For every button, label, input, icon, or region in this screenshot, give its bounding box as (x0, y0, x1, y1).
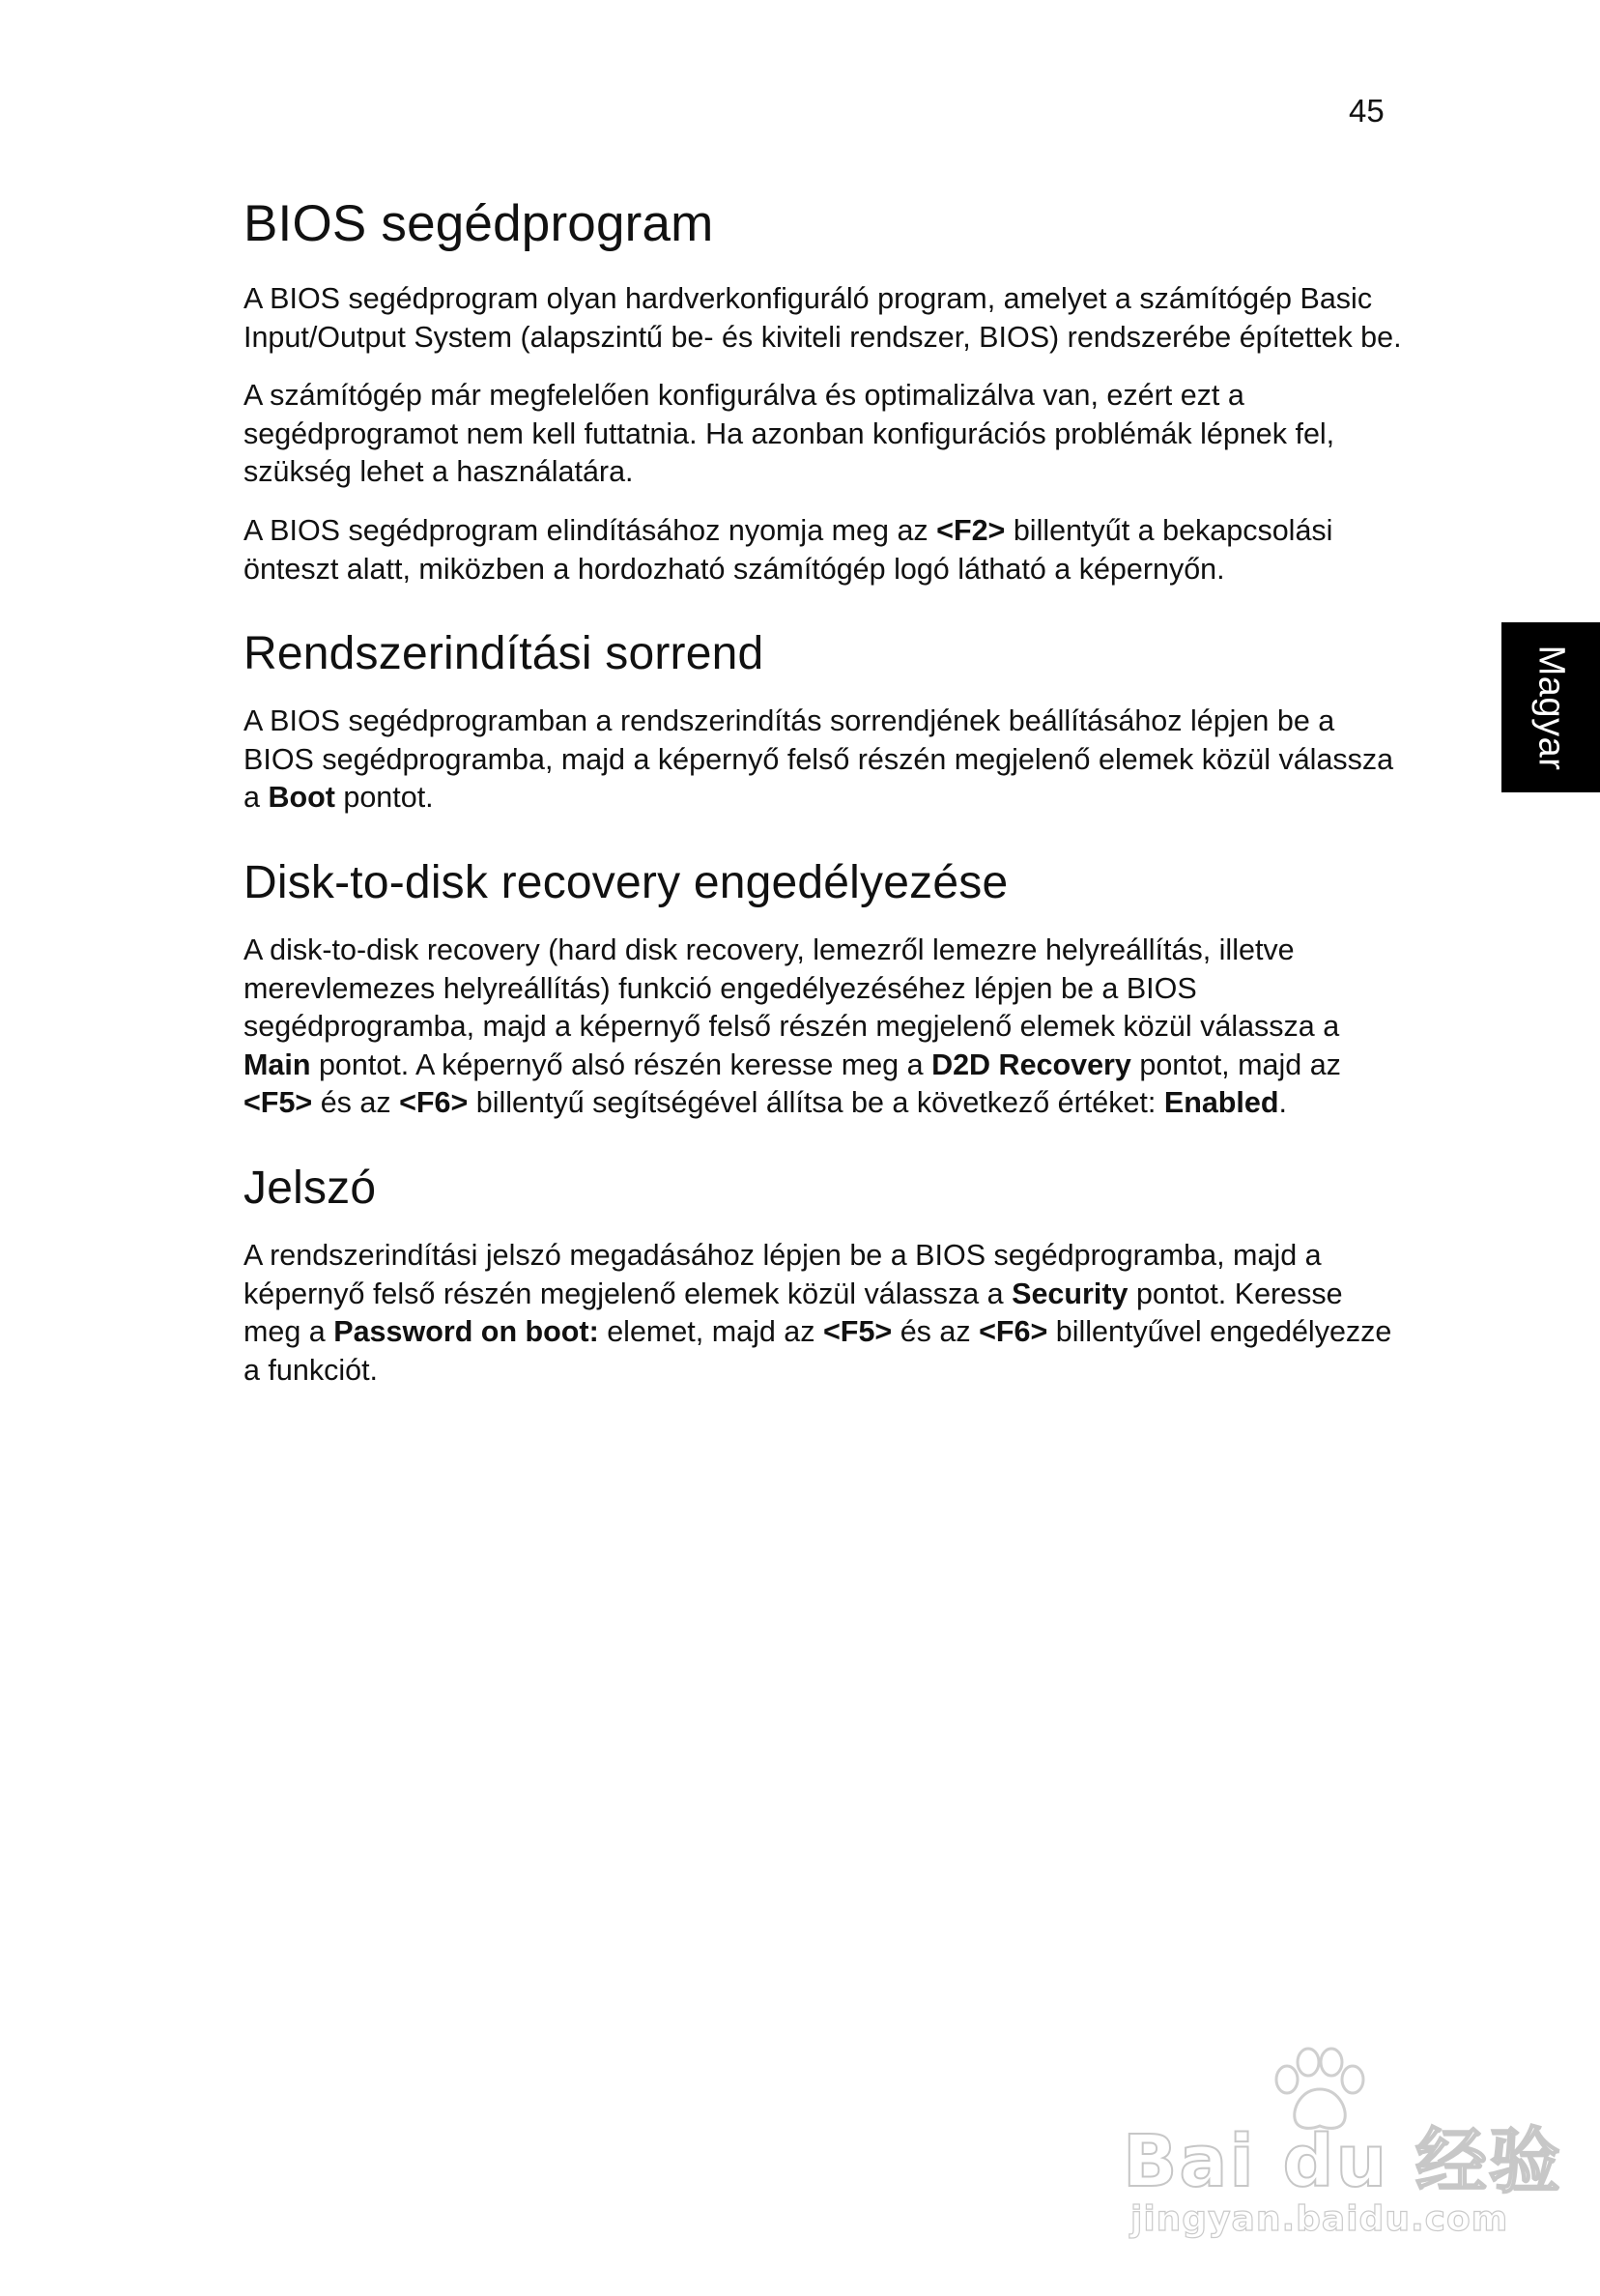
language-tab (1501, 622, 1600, 792)
boot-order-paragraph (243, 703, 1403, 818)
text-run: elemet, majd az (598, 1315, 823, 1349)
key-f6: <F6> (979, 1315, 1048, 1349)
key-f5: <F5> (823, 1315, 893, 1349)
password-on-boot-term: Password on boot: (333, 1315, 599, 1349)
text-run: és az (312, 1086, 400, 1120)
text-run: billentyűvel engedélyezze a funkciót. (243, 1315, 1392, 1387)
watermark-logo: Bai du 经验 (1123, 2120, 1562, 2203)
boot-term: Boot (268, 781, 335, 815)
page-number: 45 (1349, 93, 1385, 129)
text-run: billentyű segítségével állítsa be a következő értéket: (468, 1086, 1164, 1120)
section-title-d2d: Disk-to-disk recovery engedélyezése (243, 856, 1009, 908)
text-run: . (1278, 1086, 1287, 1120)
section-title-bios: BIOS segédprogram (243, 195, 714, 252)
key-f2: <F2> (936, 513, 1006, 547)
document-body (243, 189, 1403, 1410)
text-run: A BIOS segédprogram elindításához nyomja meg az (243, 513, 937, 547)
text-run: A BIOS segédprogramban a rendszerindítás sorrendjének beállításához lépjen be a BIOS segédprogramba, majd a képernyő felső részén megjelenő elemek közül válassza a (243, 704, 1394, 815)
enabled-term: Enabled (1163, 1086, 1279, 1120)
text-run: A rendszerindítási jelszó megadásához lépjen be a BIOS segédprogramba, majd a képernyő felső részén megjelenő elemek közül válassza a (243, 1238, 1322, 1310)
baidu-watermark (1123, 2047, 1562, 2240)
bios-paragraph-3 (243, 512, 1403, 588)
bios-paragraph-1: A BIOS segédprogram olyan hardverkonfiguráló program, amelyet a számítógép Basic Input/Output System (alapszintű be- és kiviteli rendszer, BIOS) rendszerébe építettek be. (243, 282, 1402, 354)
text-run: pontot, majd az (1130, 1048, 1341, 1081)
d2d-paragraph (243, 932, 1403, 1123)
key-f5: <F5> (243, 1086, 313, 1120)
section-title-password: Jelszó (243, 1162, 377, 1214)
watermark-url: jingyan.baidu.com (1130, 2199, 1509, 2239)
text-run: pontot. (334, 781, 434, 815)
password-paragraph (243, 1237, 1403, 1390)
section-title-boot-order: Rendszerindítási sorrend (243, 628, 764, 680)
d2d-recovery-term: D2D Recovery (931, 1048, 1131, 1081)
text-run: pontot. A képernyő alsó részén keresse meg a (310, 1048, 932, 1081)
text-run: A disk-to-disk recovery (hard disk recovery, lemezről lemezre helyreállítás, illetve merevlemezes helyreállítás) funkció engedélyezéséhez lépjen be a BIOS segédprogramba, majd a képernyő felső részén megjelenő elemek közül válassza a (243, 933, 1340, 1044)
language-tab-label: Magyar (1530, 645, 1572, 770)
text-run: pontot. Keresse meg a (243, 1277, 1343, 1349)
bios-paragraph-2: A számítógép már megfelelően konfigurálva és optimalizálva van, ezért ezt a segédprogramot nem kell futtatnia. Ha azonban konfigurációs problémák lépnek fel, szükség lehet a használatára. (243, 379, 1335, 489)
text-run: billentyűt a bekapcsolási önteszt alatt, miközben a hordozható számítógép logó látható a képernyőn. (243, 513, 1333, 586)
text-run: és az (892, 1315, 980, 1349)
security-term: Security (1012, 1277, 1129, 1310)
main-term: Main (243, 1048, 311, 1081)
key-f6: <F6> (399, 1086, 469, 1120)
